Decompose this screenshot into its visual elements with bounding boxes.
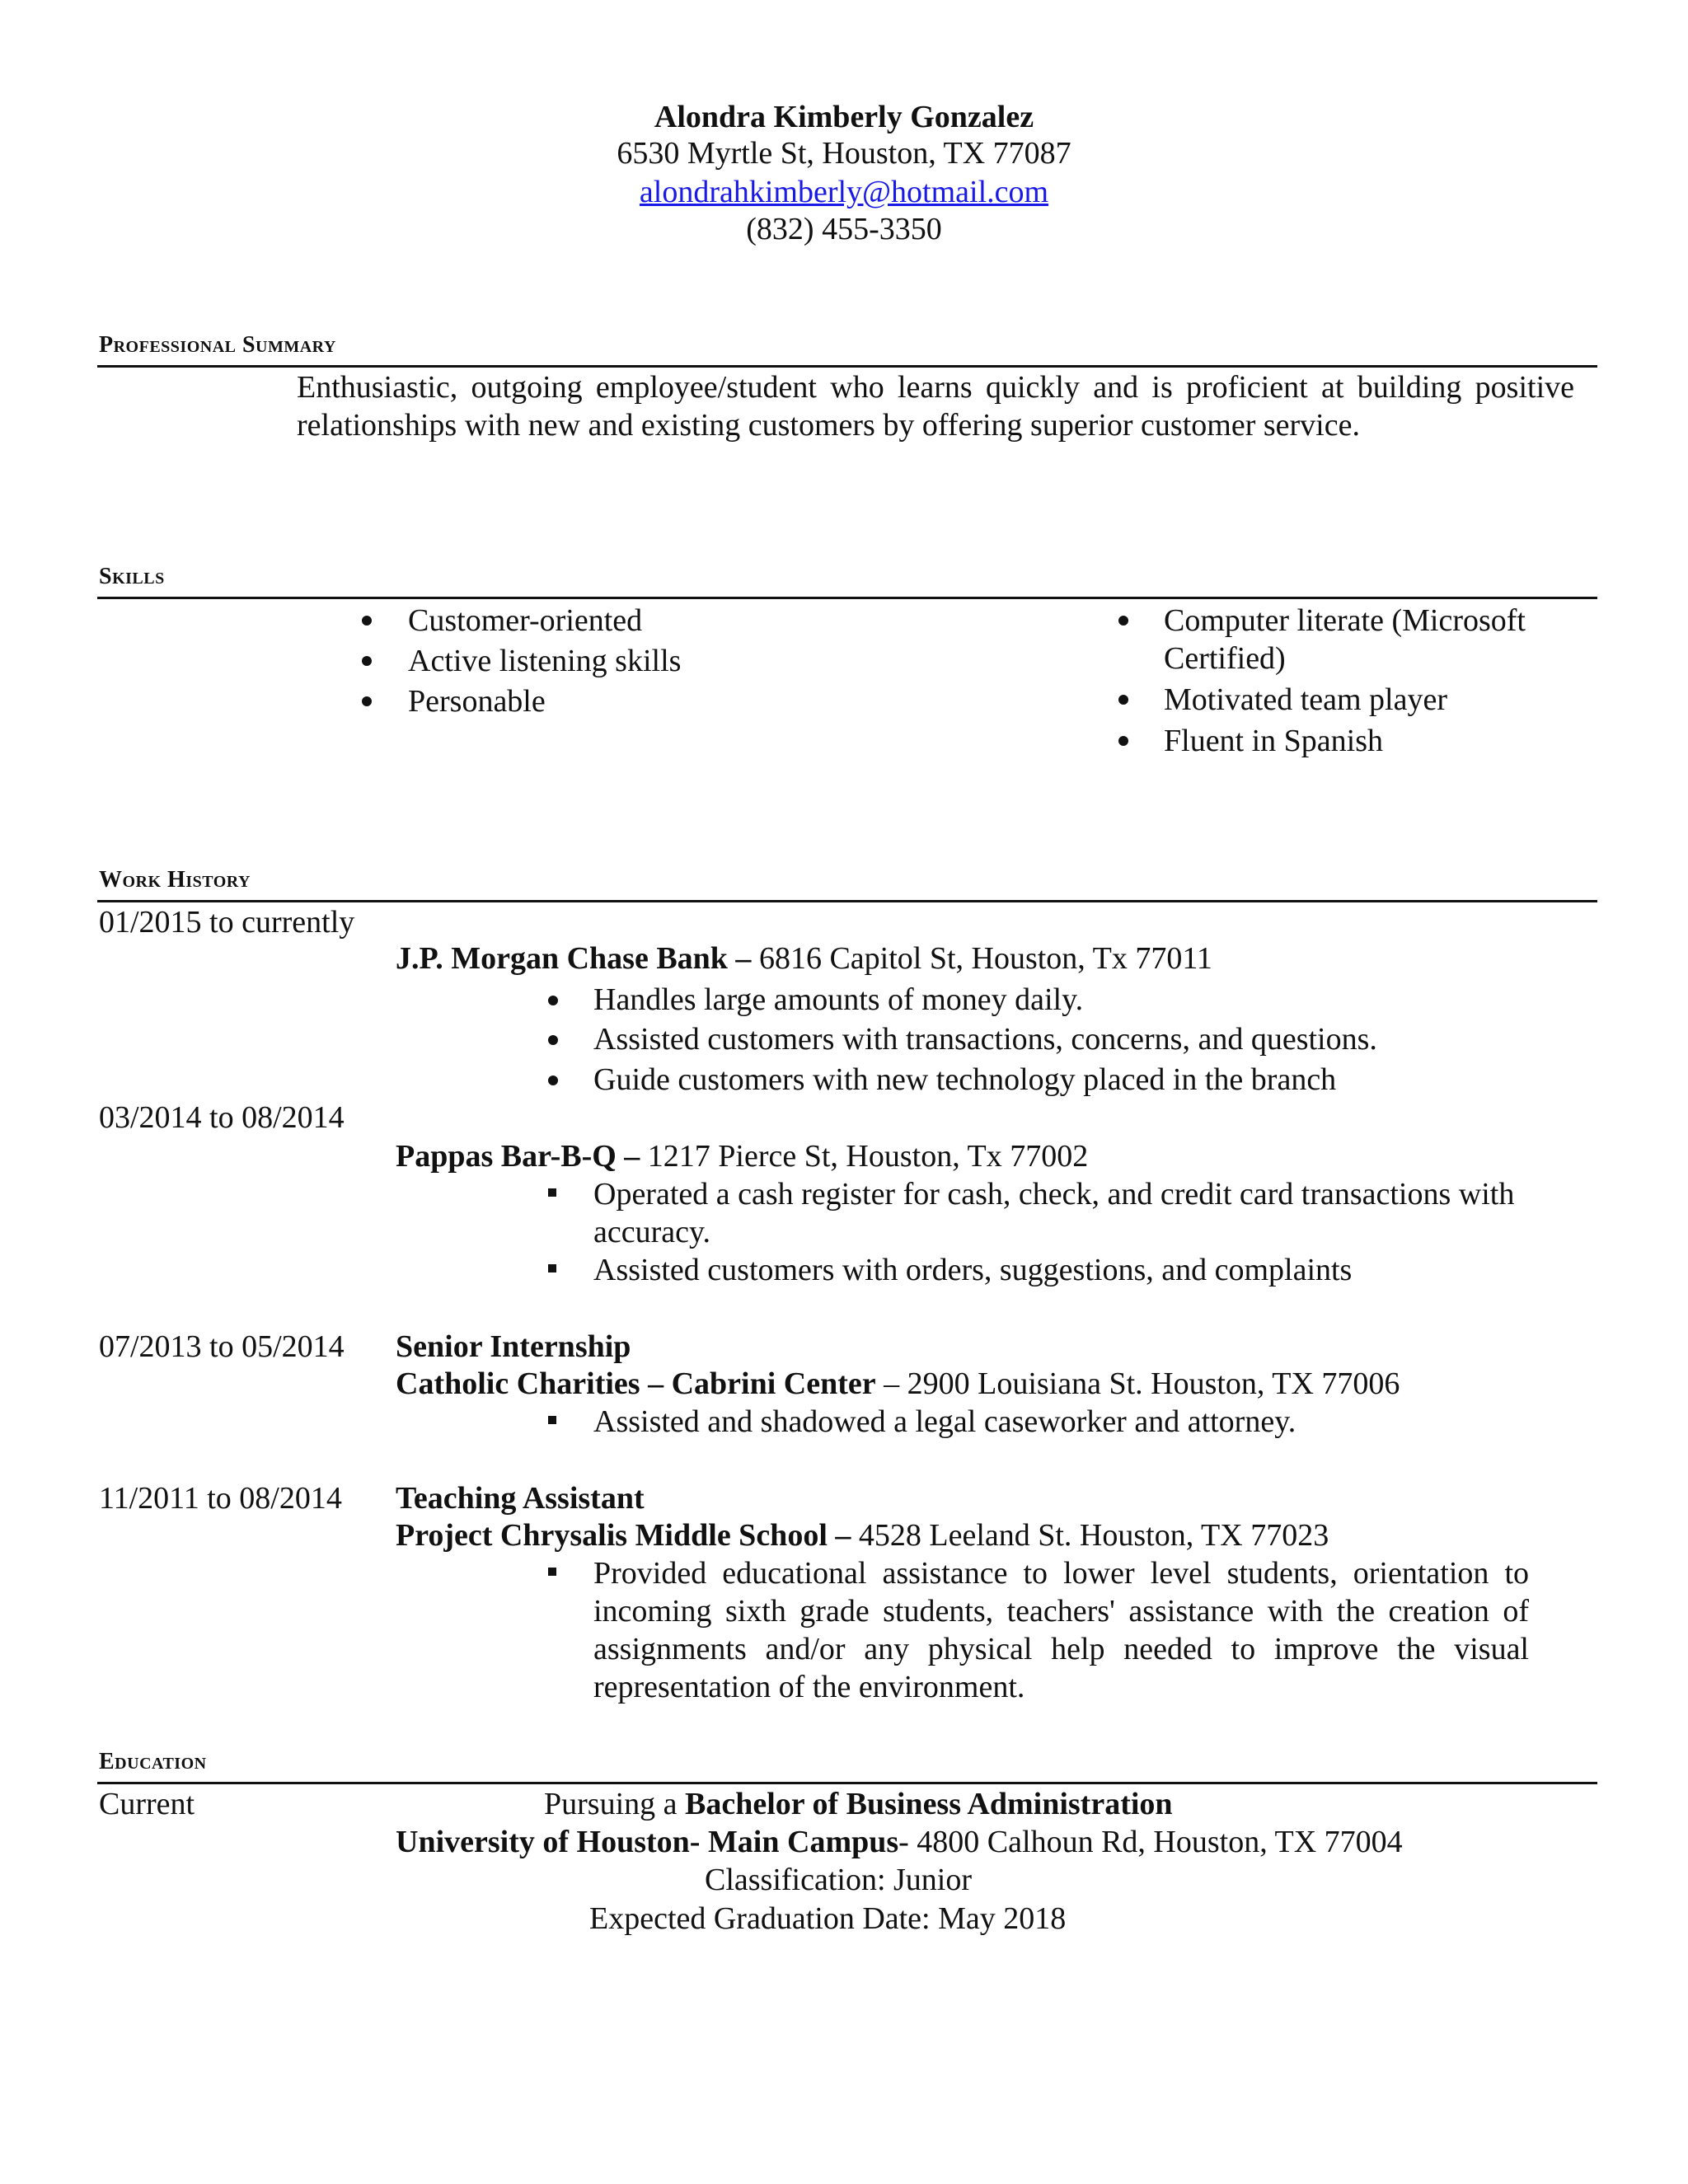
skill-item: Fluent in Spanish [1164,724,1384,758]
job-employer: Project Chrysalis Middle School – [396,1518,851,1553]
education-classification: Classification: Junior [705,1863,973,1897]
job-bullet: Operated a cash register for cash, check, and credit card transactions with accuracy. [593,1177,1515,1249]
job-location: 6816 Capitol St, Houston, Tx 77011 [751,941,1212,976]
bullet-icon [1118,695,1128,705]
job-dates: 07/2013 to 05/2014 [99,1329,345,1364]
school-name: University of Houston- Main Campus [396,1825,899,1859]
job-dates: 01/2015 to currently [99,905,355,940]
square-bullet-icon [548,1188,556,1197]
job-employer-line [396,1365,1400,1403]
school-address: - 4800 Calhoun Rd, Houston, TX 77004 [898,1825,1403,1859]
job-title: Teaching Assistant [396,1481,645,1516]
job-bullet: Provided educational assistance to lower level students, orientation to incoming sixth grade students, teachers' assistance with the creation of assignments and/or any physical help needed to improve the visual representation of the environment. [593,1556,1529,1704]
job-employer: Catholic Charities – Cabrini Center [396,1366,876,1401]
education-status: Current [99,1787,195,1821]
skill-item: Active listening skills [408,644,682,678]
section-heading-skills: Skills [99,564,165,589]
education-school-line [396,1823,1403,1861]
job-dates: 03/2014 to 08/2014 [99,1100,345,1135]
education-graduation: Expected Graduation Date: May 2018 [589,1901,1067,1936]
bullet-icon [548,1035,558,1045]
job-employer: J.P. Morgan Chase Bank – [396,941,752,976]
job-employer-line [396,1516,1329,1554]
section-divider [97,597,1597,599]
bullet-icon [548,996,558,1005]
job-bullet: Handles large amounts of money daily. [593,982,1084,1017]
email-link[interactable]: alondrahkimberly@hotmail.com [639,175,1049,209]
job-dates: 11/2011 to 08/2014 [99,1481,342,1516]
skill-item: Customer-oriented [408,603,643,638]
section-divider [97,1782,1597,1784]
job-bullet: Assisted customers with transactions, concerns, and questions. [593,1022,1377,1057]
bullet-icon [362,696,372,706]
section-heading-education: Education [99,1749,207,1774]
job-employer: Pappas Bar-B-Q – [396,1139,640,1174]
education-degree-line [544,1785,1173,1823]
section-divider [97,365,1597,368]
job-employer-line [396,940,1212,977]
bullet-icon [548,1076,558,1085]
applicant-name: Alondra Kimberly Gonzalez [654,100,1034,134]
job-bullet: Guide customers with new technology placed in the branch [593,1062,1337,1097]
summary-text: Enthusiastic, outgoing employee/student who learns quickly and is proficient at building positive relationships with new and existing customers by offering superior customer service. [297,370,1574,443]
skill-item: Personable [408,684,546,719]
skill-item: Motivated team player [1164,682,1447,717]
degree-prefix: Pursuing a [544,1787,685,1821]
section-divider [97,900,1597,902]
bullet-icon [1118,616,1128,626]
applicant-address: 6530 Myrtle St, Houston, TX 77087 [617,136,1071,171]
job-title: Senior Internship [396,1329,631,1364]
square-bullet-icon [548,1568,556,1576]
applicant-phone: (832) 455-3350 [746,212,942,246]
skill-item: Computer literate (Microsoft Certified) [1164,603,1526,676]
bullet-icon [362,616,372,626]
bullet-icon [1118,736,1128,746]
job-location: – 2900 Louisiana St. Houston, TX 77006 [875,1366,1400,1401]
email-line [0,173,1688,211]
square-bullet-icon [548,1416,556,1424]
section-heading-summary: Professional Summary [99,332,336,358]
job-bullet: Assisted customers with orders, suggestions, and complaints [593,1253,1353,1287]
job-location: 4528 Leeland St. Houston, TX 77023 [851,1518,1329,1553]
square-bullet-icon [548,1264,556,1272]
job-employer-line [396,1137,1088,1175]
section-heading-work: Work History [99,867,251,893]
bullet-icon [362,656,372,666]
degree-name: Bachelor of Business Administration [685,1787,1173,1821]
job-bullet: Assisted and shadowed a legal caseworker and attorney. [593,1404,1296,1439]
job-location: 1217 Pierce St, Houston, Tx 77002 [640,1139,1089,1174]
